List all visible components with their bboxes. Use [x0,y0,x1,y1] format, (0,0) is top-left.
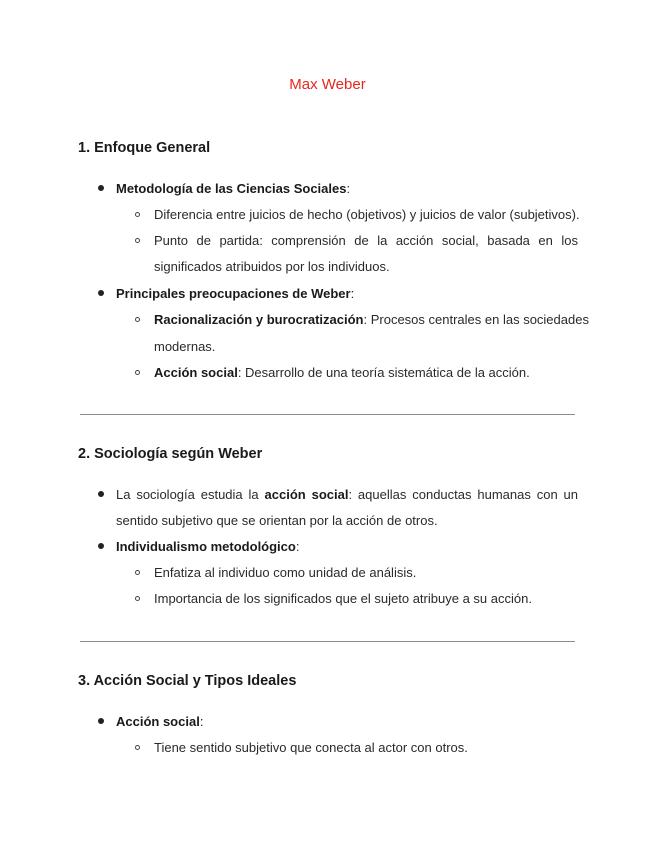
list-item: Tiene sentido subjetivo que conecta al actor con otros. [154,740,468,755]
list-item: Individualismo metodológico: [116,539,300,554]
list-item: Metodología de las Ciencias Sociales: [116,181,351,196]
sub-bullet-icon [135,317,140,322]
bullet-icon [98,543,104,549]
page-title: Max Weber [289,76,366,93]
section-heading-3: 3. Acción Social y Tipos Ideales [78,673,297,689]
bullet-icon [98,185,104,191]
list-item: La sociología estudia la acción social: aquellas conductas humanas con un [116,487,579,502]
sub-bullet-icon [135,370,140,375]
list-item: Enfatiza al individuo como unidad de análisis. [154,565,417,580]
list-item-continuation: modernas. [154,339,216,354]
sub-bullet-icon [135,596,140,601]
bullet-icon [98,718,104,724]
sub-bullet-icon [135,238,140,243]
section-heading-2: 2. Sociología según Weber [78,446,263,462]
list-item: Racionalización y burocratización: Procesos centrales en las sociedades [154,312,589,327]
section-heading-1: 1. Enfoque General [78,140,211,156]
section-divider [80,414,575,415]
bullet-icon [98,290,104,296]
sub-bullet-icon [135,745,140,750]
sub-bullet-icon [135,212,140,217]
list-item: Diferencia entre juicios de hecho (objetivos) y juicios de valor (subjetivos). [154,207,580,222]
list-item: Principales preocupaciones de Weber: [116,286,355,301]
list-item-continuation: sentido subjetivo que se orientan por la acción de otros. [116,513,438,528]
list-item: Importancia de los significados que el sujeto atribuye a su acción. [154,591,532,606]
list-item-continuation: significados atribuidos por los individuos. [154,259,390,274]
list-item: Acción social: Desarrollo de una teoría sistemática de la acción. [154,365,530,380]
sub-bullet-icon [135,570,140,575]
section-divider [80,641,575,642]
list-item: Punto de partida: comprensión de la acción social, basada en los [154,233,578,248]
bullet-icon [98,491,104,497]
list-item: Acción social: [116,714,204,729]
